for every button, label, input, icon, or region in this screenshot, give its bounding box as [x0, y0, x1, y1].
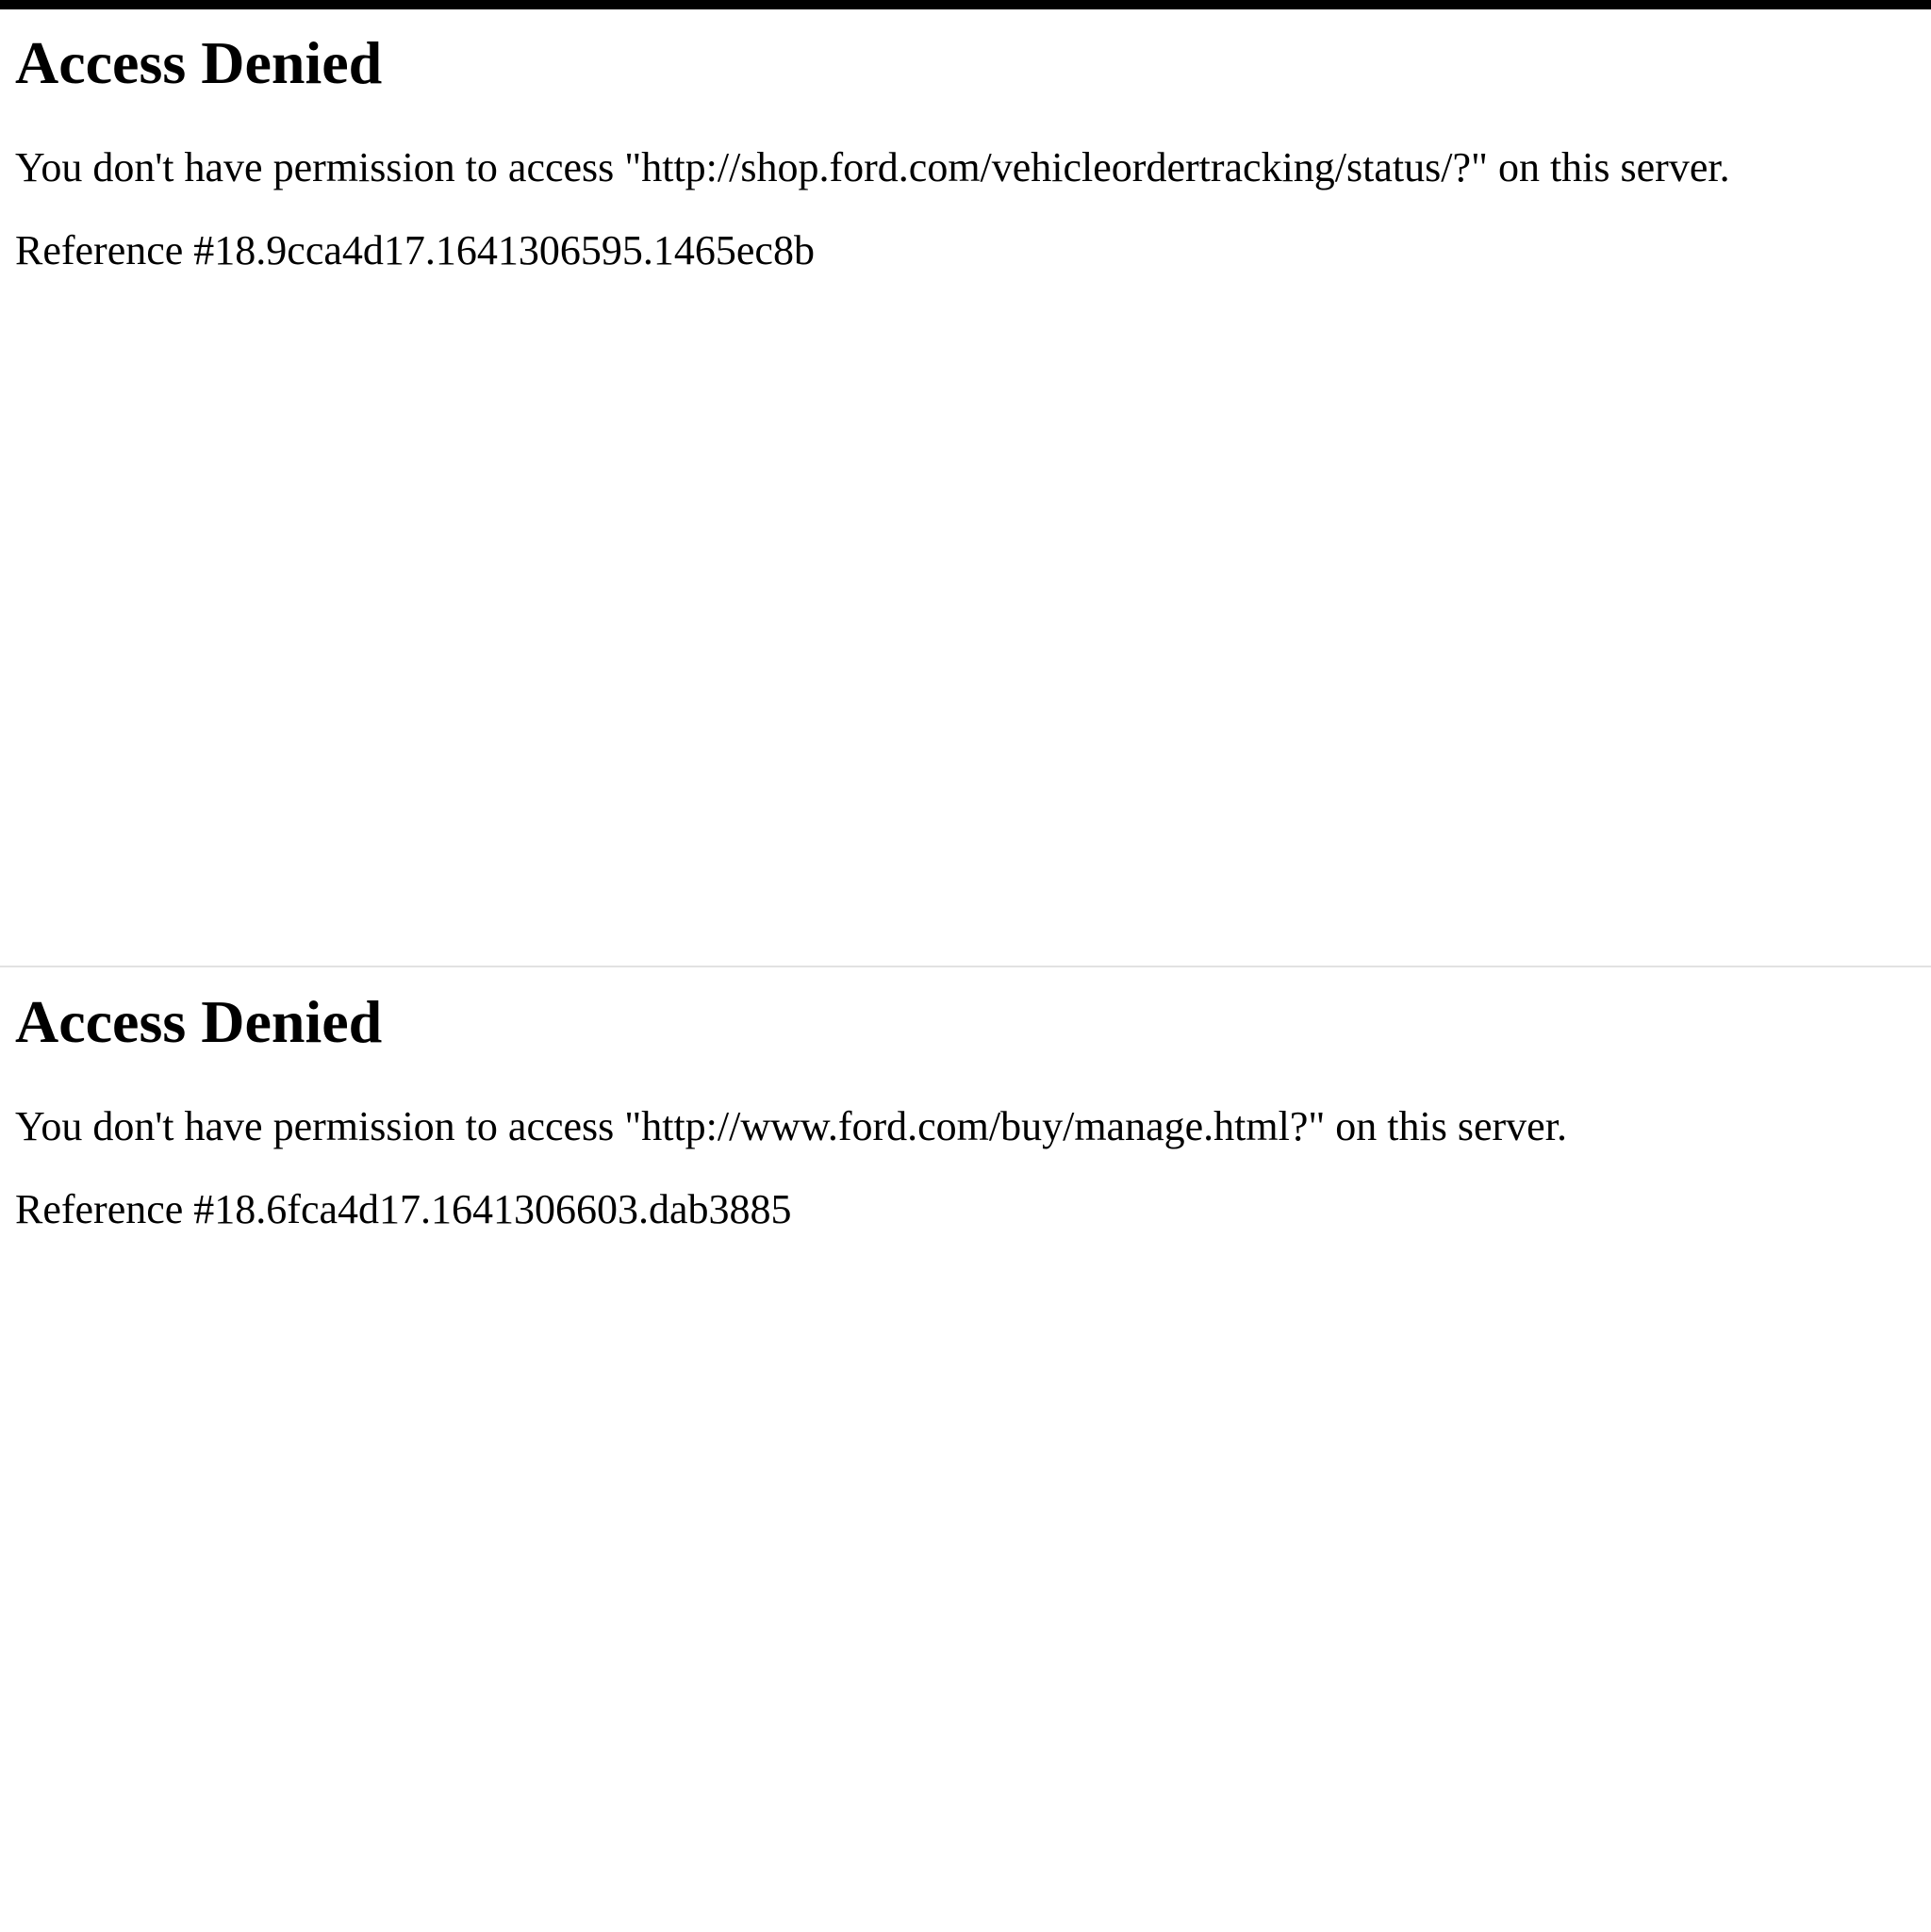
reference-number: Reference #18.6fca4d17.1641306603.dab3885: [15, 1186, 792, 1232]
page-title: Access Denied: [15, 988, 383, 1055]
screenshot-divider: [0, 966, 1931, 967]
error-message: You don't have permission to access "http://shop.ford.com/vehicleordertracking/status/?" on this server.: [15, 144, 1730, 190]
page-title: Access Denied: [15, 29, 383, 96]
top-status-bar: [0, 0, 1931, 9]
access-denied-page-2: [0, 968, 1931, 1932]
access-denied-page-1: [0, 9, 1931, 973]
reference-number: Reference #18.9cca4d17.1641306595.1465ec8b: [15, 227, 815, 273]
error-message: You don't have permission to access "http://www.ford.com/buy/manage.html?" on this server.: [15, 1103, 1567, 1149]
